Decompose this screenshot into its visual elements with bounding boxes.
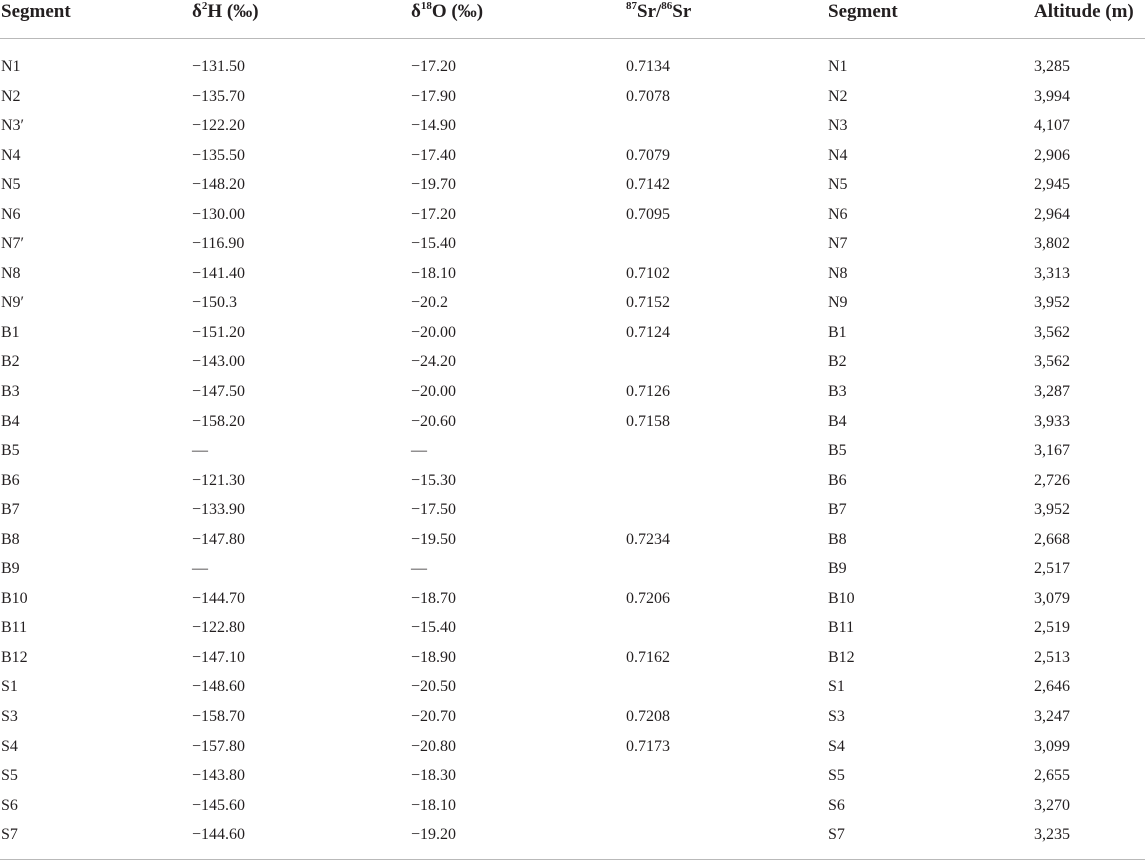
cell-sr-ratio: 0.7208: [626, 708, 670, 726]
cell-segment-2: B12: [828, 648, 855, 666]
cell-segment-2: S7: [828, 826, 845, 844]
cell-segment: N3′: [1, 117, 25, 135]
table-row: [0, 466, 1145, 496]
cell-segment: N6: [1, 205, 21, 223]
cell-d18o: −19.20: [411, 826, 457, 844]
cell-altitude: 3,952: [1034, 501, 1070, 519]
table-row: [0, 525, 1145, 555]
cell-sr-ratio: 0.7158: [626, 412, 670, 430]
cell-segment-2: S6: [828, 796, 845, 814]
cell-segment-2: N4: [828, 146, 848, 164]
table-body: [0, 52, 1145, 850]
cell-segment-2: S3: [828, 708, 845, 726]
cell-d2h: —: [192, 442, 208, 460]
cell-d18o: −18.10: [411, 796, 457, 814]
header-d18o: $\delta^{18}O$ (‰): [411, 0, 484, 22]
cell-sr-ratio: 0.7095: [626, 205, 670, 223]
cell-segment-2: N3: [828, 117, 848, 135]
cell-d2h: −143.80: [192, 767, 246, 785]
cell-d2h: —: [192, 560, 208, 578]
cell-sr-ratio: 0.7079: [626, 146, 670, 164]
cell-altitude: 2,646: [1034, 678, 1070, 696]
cell-d18o: −15.40: [411, 619, 457, 637]
table-row: [0, 200, 1145, 230]
cell-altitude: 3,952: [1034, 294, 1070, 312]
table-row: [0, 52, 1145, 82]
table-row: [0, 318, 1145, 348]
cell-altitude: 2,906: [1034, 146, 1070, 164]
bottom-rule: [0, 859, 1145, 860]
cell-sr-ratio: 0.7126: [626, 383, 670, 401]
cell-d18o: −15.40: [411, 235, 457, 253]
cell-segment: S3: [1, 708, 18, 726]
cell-segment-2: B2: [828, 353, 847, 371]
cell-segment-2: N6: [828, 205, 848, 223]
cell-d2h: −130.00: [192, 205, 246, 223]
cell-d18o: −18.30: [411, 767, 457, 785]
cell-segment: B2: [1, 353, 20, 371]
cell-altitude: 3,247: [1034, 708, 1070, 726]
cell-sr-ratio: 0.7173: [626, 737, 670, 755]
cell-sr-ratio: 0.7152: [626, 294, 670, 312]
cell-d18o: —: [411, 560, 427, 578]
cell-sr-ratio: 0.7078: [626, 87, 670, 105]
cell-d18o: −20.00: [411, 383, 457, 401]
cell-d18o: −17.20: [411, 58, 457, 75]
cell-sr-ratio: 0.7162: [626, 648, 670, 666]
cell-sr-ratio: 0.7102: [626, 264, 670, 282]
cell-d2h: −158.70: [192, 708, 246, 726]
cell-d18o: −17.90: [411, 87, 457, 105]
cell-altitude: 3,562: [1034, 323, 1070, 341]
table-row: [0, 702, 1145, 732]
table-row: [0, 791, 1145, 821]
cell-altitude: 3,994: [1034, 87, 1070, 105]
table-row: [0, 111, 1145, 141]
cell-d18o: −19.70: [411, 176, 457, 194]
cell-segment-2: N8: [828, 264, 848, 282]
table-row: [0, 761, 1145, 791]
cell-segment: B11: [1, 619, 28, 637]
header-rule: [0, 38, 1145, 39]
cell-segment-2: B8: [828, 530, 847, 548]
cell-d18o: −18.70: [411, 589, 457, 607]
cell-segment: S1: [1, 678, 18, 696]
cell-segment-2: B6: [828, 471, 847, 489]
cell-altitude: 4,107: [1034, 117, 1070, 135]
cell-segment-2: B1: [828, 323, 847, 341]
cell-segment: B12: [1, 648, 28, 666]
cell-d2h: −147.80: [192, 530, 246, 548]
cell-d18o: —: [411, 442, 427, 460]
cell-altitude: 3,933: [1034, 412, 1070, 430]
cell-segment: S4: [1, 737, 18, 755]
cell-d18o: −19.50: [411, 530, 457, 548]
cell-segment: B10: [1, 589, 28, 607]
header-sr-ratio: $^{87}$Sr/$^{86}$Sr: [626, 0, 692, 22]
cell-segment: S6: [1, 796, 18, 814]
cell-segment-2: B3: [828, 383, 847, 401]
cell-altitude: 3,099: [1034, 737, 1070, 755]
table-row: [0, 672, 1145, 702]
cell-segment-2: S1: [828, 678, 845, 696]
header-altitude: Altitude (m): [1034, 1, 1134, 22]
table-row: [0, 554, 1145, 584]
table-row: [0, 229, 1145, 259]
cell-d2h: −150.3: [192, 294, 238, 312]
table-row: [0, 141, 1145, 171]
cell-altitude: 2,945: [1034, 176, 1070, 194]
cell-segment: N1: [1, 58, 21, 75]
cell-segment-2: B7: [828, 501, 847, 519]
cell-segment: N5: [1, 176, 21, 194]
cell-d2h: −144.70: [192, 589, 246, 607]
cell-altitude: 2,655: [1034, 767, 1070, 785]
cell-sr-ratio: 0.7234: [626, 530, 670, 548]
cell-segment-2: B11: [828, 619, 855, 637]
cell-segment: B9: [1, 560, 20, 578]
cell-sr-ratio: 0.7206: [626, 589, 670, 607]
cell-d18o: −20.70: [411, 708, 457, 726]
cell-segment: B5: [1, 442, 20, 460]
cell-d2h: −122.80: [192, 619, 246, 637]
table-header: [0, 0, 1145, 38]
cell-segment: B3: [1, 383, 20, 401]
cell-d2h: −157.80: [192, 737, 246, 755]
cell-altitude: 3,285: [1034, 58, 1070, 75]
cell-d2h: −131.50: [192, 58, 246, 75]
cell-segment: S7: [1, 826, 18, 844]
cell-d18o: −20.80: [411, 737, 457, 755]
cell-altitude: 3,562: [1034, 353, 1070, 371]
cell-altitude: 2,517: [1034, 560, 1070, 578]
cell-d18o: −17.20: [411, 205, 457, 223]
cell-d18o: −24.20: [411, 353, 457, 371]
cell-altitude: 3,270: [1034, 796, 1070, 814]
table-row: [0, 259, 1145, 289]
cell-segment-2: B10: [828, 589, 855, 607]
cell-d2h: −135.50: [192, 146, 246, 164]
cell-altitude: 3,313: [1034, 264, 1070, 282]
cell-segment: B6: [1, 471, 20, 489]
cell-d18o: −17.40: [411, 146, 457, 164]
table-row: [0, 377, 1145, 407]
cell-d2h: −133.90: [192, 501, 246, 519]
cell-segment-2: S4: [828, 737, 845, 755]
cell-d2h: −116.90: [192, 235, 245, 253]
cell-d18o: −14.90: [411, 117, 457, 135]
cell-segment-2: S5: [828, 767, 845, 785]
cell-d18o: −17.50: [411, 501, 457, 519]
cell-altitude: 3,802: [1034, 235, 1070, 253]
cell-d18o: −18.10: [411, 264, 457, 282]
cell-sr-ratio: 0.7134: [626, 58, 670, 75]
cell-segment-2: B5: [828, 442, 847, 460]
cell-d18o: −20.60: [411, 412, 457, 430]
cell-altitude: 2,519: [1034, 619, 1070, 637]
cell-segment: N4: [1, 146, 21, 164]
cell-d18o: −20.00: [411, 323, 457, 341]
cell-d18o: −20.50: [411, 678, 457, 696]
cell-d2h: −148.60: [192, 678, 246, 696]
cell-altitude: 3,167: [1034, 442, 1070, 460]
cell-sr-ratio: 0.7142: [626, 176, 670, 194]
cell-altitude: 2,668: [1034, 530, 1070, 548]
cell-d2h: −151.20: [192, 323, 246, 341]
cell-d18o: −15.30: [411, 471, 457, 489]
cell-segment: B8: [1, 530, 20, 548]
cell-d2h: −148.20: [192, 176, 246, 194]
cell-segment-2: N7: [828, 235, 848, 253]
table-row: [0, 643, 1145, 673]
cell-segment: S5: [1, 767, 18, 785]
cell-d2h: −143.00: [192, 353, 246, 371]
cell-d2h: −122.20: [192, 117, 246, 135]
table-row: [0, 613, 1145, 643]
table-row: [0, 170, 1145, 200]
table-row: [0, 732, 1145, 762]
cell-d2h: −141.40: [192, 264, 246, 282]
table-row: [0, 407, 1145, 437]
cell-d2h: −144.60: [192, 826, 246, 844]
cell-altitude: 3,079: [1034, 589, 1070, 607]
cell-segment: N2: [1, 87, 21, 105]
cell-segment: N9′: [1, 294, 25, 312]
table-row: [0, 495, 1145, 525]
cell-altitude: 3,235: [1034, 826, 1070, 844]
cell-altitude: 2,513: [1034, 648, 1070, 666]
cell-segment-2: N2: [828, 87, 848, 105]
cell-segment-2: B4: [828, 412, 847, 430]
cell-segment: N7′: [1, 235, 25, 253]
table-row: [0, 820, 1145, 850]
cell-d2h: −145.60: [192, 796, 246, 814]
table-row: [0, 288, 1145, 318]
cell-altitude: 3,287: [1034, 383, 1070, 401]
header-d2h: $\delta^2H$ (‰): [192, 0, 259, 22]
cell-segment-2: N5: [828, 176, 848, 194]
cell-d2h: −147.50: [192, 383, 246, 401]
cell-d2h: −121.30: [192, 471, 246, 489]
cell-d2h: −147.10: [192, 648, 246, 666]
cell-segment-2: N1: [828, 58, 848, 75]
cell-segment: B4: [1, 412, 20, 430]
cell-segment-2: B9: [828, 560, 847, 578]
table-row: [0, 82, 1145, 112]
cell-segment: N8: [1, 264, 21, 282]
table-row: [0, 347, 1145, 377]
header-segment-2: Segment: [828, 1, 898, 22]
table-row: [0, 584, 1145, 614]
cell-d2h: −135.70: [192, 87, 246, 105]
table-row: [0, 436, 1145, 466]
cell-d2h: −158.20: [192, 412, 246, 430]
cell-altitude: 2,726: [1034, 471, 1070, 489]
cell-segment: B1: [1, 323, 20, 341]
cell-d18o: −18.90: [411, 648, 457, 666]
cell-segment: B7: [1, 501, 20, 519]
cell-altitude: 2,964: [1034, 205, 1070, 223]
header-segment: Segment: [1, 1, 71, 22]
cell-segment-2: N9: [828, 294, 848, 312]
cell-d18o: −20.2: [411, 294, 449, 312]
cell-sr-ratio: 0.7124: [626, 323, 670, 341]
